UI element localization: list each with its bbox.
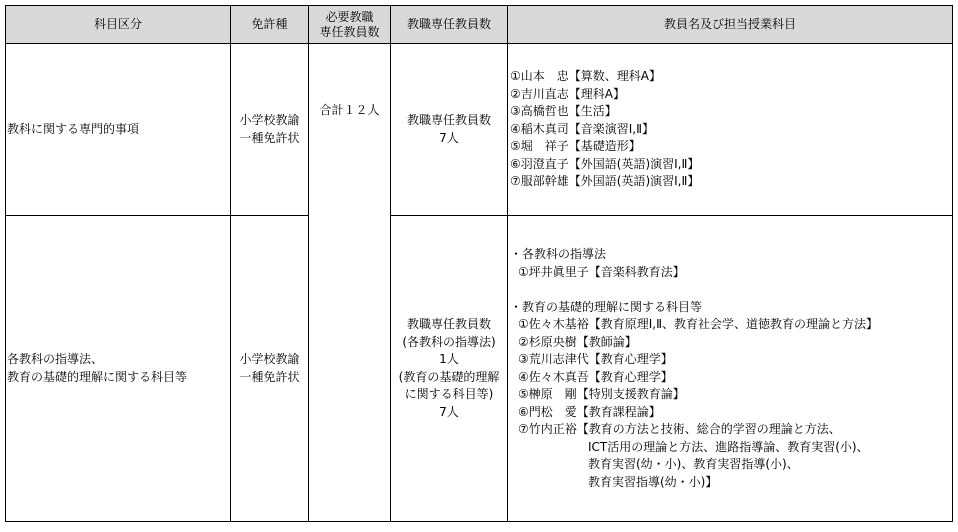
faculty-item: ④佐々木真吾【教育心理学】: [518, 369, 673, 384]
faculty-item: ④稲木真司【音楽演習Ⅰ,Ⅱ】: [510, 121, 655, 136]
faculty-item-continuation: 教育実習(幼・小)、教育実習指導(小)、: [588, 457, 799, 471]
license-line: 一種免許状: [239, 369, 300, 384]
header-required-line2: 専任教員数: [319, 24, 380, 39]
faculty-cell: [508, 44, 953, 216]
header-license: 免許種: [231, 6, 309, 44]
license-cell: [231, 216, 309, 522]
count-line: 1人: [439, 352, 459, 366]
header-row: [6, 6, 953, 44]
faculty-item: ⑥門松 愛【教育課程論】: [518, 404, 661, 419]
faculty-item: ⑦服部幹雄【外国語(英語)演習Ⅰ,Ⅱ】: [510, 174, 700, 189]
teacher-count-cell: [391, 216, 508, 522]
faculty-item: ⑤榊原 剛【特別支援教育論】: [518, 387, 685, 401]
faculty-item: ①山本 忠【算数、理科A】: [510, 69, 661, 84]
faculty-item: ②吉川直志【理科A】: [510, 86, 625, 101]
header-required: [309, 6, 391, 44]
faculty-item: ③高橋哲也【生活】: [510, 104, 617, 119]
count-line: 7人: [439, 130, 459, 145]
faculty-item: ⑤堀 祥子【基礎造形】: [510, 139, 641, 154]
count-line: に関する科目等): [404, 387, 494, 401]
header-teacher-count: 教職専任教員数: [391, 6, 508, 44]
faculty-item-continuation: ICT活用の理論と方法、進路指導論、教育実習(小)、: [588, 439, 869, 454]
header-faculty: 教員名及び担当授業科目: [508, 6, 953, 44]
count-line: (各教科の指導法): [402, 334, 496, 349]
table-row: [6, 216, 953, 522]
count-line: 教職専任教員数: [406, 317, 491, 331]
faculty-item: ③荒川志津代【教育心理学】: [518, 352, 673, 366]
count-line: 教職専任教員数: [406, 113, 491, 127]
category-cell: 教科に関する専門的事項: [6, 44, 231, 216]
faculty-item: ②杉原央樹【教師論】: [518, 334, 637, 349]
faculty-item-continuation: 教育実習指導(幼・小)】: [588, 474, 718, 489]
section-title: ・各教科の指導法: [510, 247, 607, 261]
license-line: 一種免許状: [239, 130, 300, 145]
category-line: 各教科の指導法、: [7, 352, 104, 366]
header-category: 科目区分: [6, 6, 231, 44]
section-title: ・教育の基礎的理解に関する科目等: [510, 299, 703, 314]
license-cell: [231, 44, 309, 216]
count-line: (教育の基礎的理解: [398, 369, 500, 384]
faculty-item: ①坪井眞里子【音楽科教育法】: [518, 264, 685, 279]
license-line: 小学校教諭: [239, 352, 300, 366]
required-total-cell: 合計１２人: [309, 44, 391, 522]
faculty-item: ⑦竹内正裕【教育の方法と技術、総合的学習の理論と方法、: [518, 422, 841, 436]
header-required-line1: 必要教職: [325, 9, 374, 24]
faculty-item: ⑥羽澄直子【外国語(英語)演習Ⅰ,Ⅱ】: [510, 156, 700, 171]
license-line: 小学校教諭: [239, 113, 300, 127]
faculty-item: ①佐々木基裕【教育原理Ⅰ,Ⅱ、教育社会学、道徳教育の理論と方法】: [518, 317, 879, 331]
spacer: [510, 281, 952, 299]
category-line: 教育の基礎的理解に関する科目等: [7, 369, 188, 384]
table-row: [6, 44, 953, 216]
category-cell: [6, 216, 231, 522]
faculty-cell: [508, 216, 953, 522]
count-line: 7人: [439, 404, 459, 419]
curriculum-table: [5, 5, 953, 522]
teacher-count-cell: [391, 44, 508, 216]
